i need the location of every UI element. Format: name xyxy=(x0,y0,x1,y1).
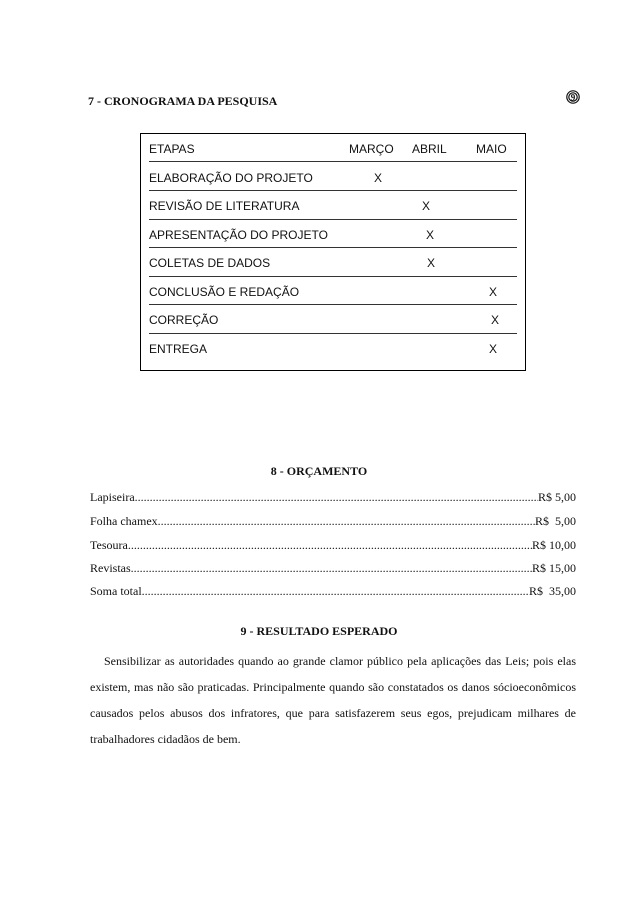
stage-conclusao: CONCLUSÃO E REDAÇÃO xyxy=(149,285,300,299)
stage-apresentacao: APRESENTAÇÃO DO PROJETO xyxy=(149,228,328,242)
mark-conclusao: X xyxy=(489,285,498,299)
header-abril: ABRIL xyxy=(412,142,447,156)
mark-correcao: X xyxy=(491,313,500,327)
section-7-title: 7 - CRONOGRAMA DA PESQUISA xyxy=(88,94,278,108)
budget-item-price: R$ 15,00 xyxy=(531,561,576,575)
mark-entrega: X xyxy=(489,342,498,356)
header-etapas: ETAPAS xyxy=(149,142,195,156)
mark-revisao: X xyxy=(422,199,431,213)
budget-item-price: R$ 10,00 xyxy=(531,538,576,552)
budget-item-price: R$ 5,00 xyxy=(534,514,576,528)
page-number: 9 xyxy=(570,92,576,103)
dot-leader xyxy=(128,538,532,553)
dot-leader xyxy=(142,584,529,599)
section-8-title: 8 - ORÇAMENTO xyxy=(270,464,368,478)
budget-item-name: Tesoura xyxy=(90,538,128,552)
divider xyxy=(149,333,517,334)
stage-entrega: ENTREGA xyxy=(149,342,208,356)
mark-apresentacao: X xyxy=(426,228,435,242)
stage-elaboracao: ELABORAÇÃO DO PROJETO xyxy=(149,171,313,185)
dot-leader xyxy=(158,514,535,529)
expected-result-paragraph: Sensibilizar as autoridades quando ao grande clamor público pela aplicações das Leis; pois elas existem, mas não são praticadas. Principalmente quando são constatados os danos sócioeconômicos causados pelos abusos dos infratores, que para satisfazerem seus egos, prejudicam milhares de trabalhadores cidadãos de bem. xyxy=(90,654,576,746)
budget-item-price: R$ 35,00 xyxy=(528,584,576,598)
budget-item-name: Folha chamex xyxy=(90,514,158,528)
divider xyxy=(149,247,517,248)
budget-item-name: Lapiseira xyxy=(90,490,135,504)
budget-row xyxy=(90,561,576,576)
divider xyxy=(149,276,517,277)
budget-item-name: Revistas xyxy=(90,561,131,575)
page-number-badge xyxy=(560,88,586,106)
divider xyxy=(149,161,517,162)
dot-leader xyxy=(135,490,538,505)
dot-leader xyxy=(131,561,532,576)
divider xyxy=(149,304,517,305)
budget-item-name: Soma total xyxy=(90,584,142,598)
budget-item-price: R$ 5,00 xyxy=(537,490,576,504)
section-9-title: 9 - RESULTADO ESPERADO xyxy=(240,624,398,638)
stage-correcao: CORREÇÃO xyxy=(149,313,219,327)
budget-row xyxy=(90,538,576,553)
divider xyxy=(149,190,517,191)
divider xyxy=(149,219,517,220)
header-marco: MARÇO xyxy=(349,142,394,156)
stage-revisao: REVISÃO DE LITERATURA xyxy=(149,199,300,213)
header-maio: MAIO xyxy=(476,142,507,156)
stage-coletas: COLETAS DE DADOS xyxy=(149,256,271,270)
budget-row xyxy=(90,584,576,599)
mark-elaboracao: X xyxy=(374,171,383,185)
mark-coletas: X xyxy=(427,256,436,270)
budget-row xyxy=(90,490,576,505)
budget-row xyxy=(90,514,576,529)
schedule-table xyxy=(140,133,526,371)
